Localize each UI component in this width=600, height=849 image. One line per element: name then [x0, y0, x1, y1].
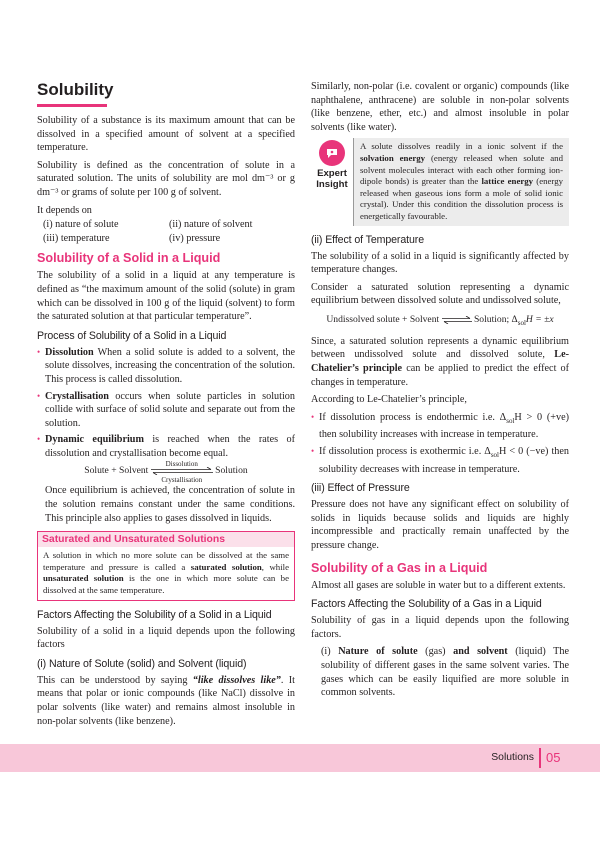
- heading-factors-gas: Factors Affecting the Solubility of a Gas in a Liquid: [311, 598, 542, 611]
- heading-solid-in-liquid: Solubility of a Solid in a Liquid: [37, 251, 221, 266]
- footer-chapter: Solutions: [491, 752, 534, 763]
- factor-item: (iv) pressure: [169, 232, 221, 244]
- paragraph: The solubility of a solid in a liquid at any temperature is defined as “the maximum amount of the solid (solute) in gram which can be dissolved in 100 g of the liquid (solvent) to form the saturated solution at that particular temperature”.: [37, 270, 295, 323]
- paragraph: Almost all gases are soluble in water but to a different extents.: [311, 579, 566, 591]
- paragraph: (i) Nature of solute (gas) and solvent (liquid) The solubility of different gases in the same solvent varies. The gases which can be easily liquified are more soluble in common solvents.: [321, 646, 569, 699]
- list-item: • Dissolution When a solid solute is added to a solvent, the solute dissolves, increasing the concentration of the solution. This process is called dissolution.: [37, 346, 295, 387]
- title-underline: [37, 104, 107, 107]
- factor-item: (ii) nature of solvent: [169, 219, 253, 231]
- heading-pressure: (iii) Effect of Pressure: [311, 482, 410, 495]
- expert-insight-text: A solute dissolves readily in a ionic solvent if the solvation energy (energy released when solute and solvent molecules interact with each other forming ion-dipole bonds) is greater than the lattice energy (energy released when gaseous ions form a mole of solid ionic crystal). Under this condition the dissolution process is energetically favourable.: [353, 138, 569, 225]
- paragraph: Since, a saturated solution represents a dynamic equilibrium between undissolved solute and dissolved solute, Le-Chatelier’s principle can be applied to predict the effect of changes in temperature.: [311, 335, 570, 388]
- paragraph: Solubility of gas in a liquid depends upon the following factors.: [311, 615, 569, 640]
- factor-item: (iii) temperature: [43, 232, 110, 244]
- temperature-list: [311, 411, 569, 476]
- list-item: • Crystallisation occurs when solute particles in solution collide with surface of solid solute and separate out from the solution.: [37, 390, 295, 431]
- process-list: [37, 346, 295, 461]
- paragraph: Once equilibrium is achieved, the concentration of solute in the solution remains constant under the same conditions. This principle also applies to gases dissolved in liquids.: [45, 485, 295, 524]
- list-item: • If dissolution process is endothermic i.e. $\Delta_{sol}H > 0$ (+ve) then solubility increases with increase in temperature.: [311, 411, 569, 442]
- factor-list: [43, 218, 295, 245]
- page-footer: [0, 744, 600, 772]
- paragraph: Solubility of a solid in a liquid depends upon the following factors: [37, 625, 295, 651]
- paragraph: This can be understood by saying “like dissolves like”. It means that polar or ionic compounds (like NaCl) dissolve in polar solvents (like water) and remains almost insoluble in non-polar solvents (like benzene).: [37, 674, 295, 727]
- heading-factors-solid: Factors Affecting the Solubility of a Solid in a Liquid: [37, 608, 272, 621]
- equilibrium-equation: Solute + Solvent Dissolution Crystallisation Solution: [84, 460, 248, 485]
- info-box-title: Saturated and Unsaturated Solutions: [38, 532, 294, 547]
- info-box-body: A solution in which no more solute can be dissolved at the same temperature and pressure is called a saturated solution, while unsaturated solution is the one in which more solute can be dissolved at the same temperature.: [43, 550, 290, 596]
- factor-item: (i) nature of solute: [43, 219, 119, 231]
- list-item: • Dynamic equilibrium is reached when the rates of dissolution and crystallisation become equal.: [37, 433, 295, 460]
- paragraph: The solubility of a solid in a liquid is significantly affected by temperature changes.: [311, 250, 569, 276]
- paragraph: It depends on: [37, 204, 92, 216]
- equilibrium-arrow-icon: [442, 316, 472, 324]
- saturated-info-box: [37, 531, 295, 600]
- temperature-equation: Undissolved solute + Solvent Solution; $\Delta_{sol}H = \pm x$: [326, 313, 554, 327]
- paragraph: Pressure does not have any significant effect on solubility of solids in liquids because solids and liquids are highly incompressible and practically remain unaffected by the pressure change.: [311, 499, 569, 551]
- heading-temperature: (ii) Effect of Temperature: [311, 233, 424, 246]
- expert-insight-icon: [319, 140, 345, 166]
- expert-insight: Expert Insight A solute dissolves readily in a ionic solvent if the solvation energy (energy released when solute and solvent molecules interact with each other forming ion-dipole bonds) is greater than the lattice energy (energy released when gaseous ions form a mole of solid ionic crystal). Under this condition the dissolution process is energetically favourable.: [311, 138, 569, 225]
- heading-process: Process of Solubility of a Solid in a Liquid: [37, 329, 227, 342]
- list-item: • If dissolution process is exothermic i.e. $\Delta_{sol}H < 0$ (−ve) then solubility decreases with increase in temperature.: [311, 445, 569, 476]
- paragraph: According to Le-Chatelier’s principle,: [311, 394, 467, 406]
- heading-nature-solute: (i) Nature of Solute (solid) and Solvent (liquid): [37, 657, 247, 670]
- heading-gas-in-liquid: Solubility of a Gas in a Liquid: [311, 560, 488, 575]
- page-number: 05: [546, 750, 561, 765]
- paragraph: Similarly, non-polar (i.e. covalent or organic) compounds (like naphthalene, anthracene) are soluble in non-polar solvents (like benzene, ether, etc.) and almost insoluble in polar solvents (like water).: [311, 81, 569, 133]
- right-column: [311, 80, 569, 704]
- paragraph: Consider a saturated solution representing a dynamic equilibrium between dissolved solute and undissolved solute,: [311, 281, 569, 307]
- equilibrium-arrow-icon: Dissolution Crystallisation: [151, 464, 213, 478]
- section-title-solubility: Solubility: [37, 80, 114, 99]
- left-column: [37, 80, 295, 732]
- paragraph: Solubility is defined as the concentration of solute in a saturated solution. The units of solubility are mol dm⁻³ or g dm⁻³ or grams of solute per 100 g of solvent.: [37, 159, 295, 198]
- paragraph: Solubility of a substance is its maximum amount that can be dissolved in a specified amount of solvent at a specified temperature.: [37, 115, 295, 154]
- footer-divider: [539, 748, 541, 768]
